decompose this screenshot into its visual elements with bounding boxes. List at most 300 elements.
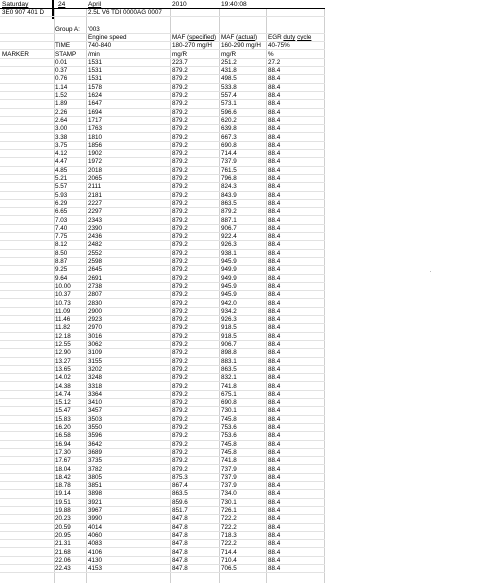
engine-speed-cell[interactable]: 2645 [88, 266, 103, 274]
egr-duty-cell[interactable]: 88.4 [268, 216, 281, 224]
maf-specified-cell[interactable]: 879.2 [172, 141, 188, 149]
engine-speed-cell[interactable]: 4014 [88, 523, 103, 531]
time-stamp-cell[interactable]: 12.90 [55, 349, 71, 357]
time-stamp-cell[interactable]: 4.12 [55, 150, 68, 158]
maf-specified-cell[interactable]: 879.2 [172, 208, 188, 216]
time-stamp-cell[interactable]: 21.31 [55, 540, 71, 548]
engine-speed-cell[interactable]: 2552 [88, 249, 103, 257]
group-label-cell[interactable]: Group A: [55, 25, 80, 33]
maf-actual-cell[interactable]: 949.9 [221, 266, 237, 274]
maf-actual-cell[interactable]: 557.4 [221, 92, 237, 99]
egr-duty-cell[interactable]: 88.4 [268, 324, 281, 332]
maf-specified-cell[interactable]: 879.2 [172, 83, 188, 91]
engine-speed-cell[interactable]: 3109 [88, 349, 103, 357]
engine-speed-cell[interactable]: 1531 [88, 58, 103, 66]
maf-specified-cell[interactable]: 879.2 [172, 382, 188, 390]
maf-specified-cell[interactable]: 879.2 [172, 316, 188, 324]
egr-duty-cell[interactable]: 88.4 [268, 258, 281, 265]
maf-spec-range[interactable]: 180-270 mg/H [172, 42, 212, 50]
egr-duty-cell[interactable]: 88.4 [268, 158, 281, 166]
time-stamp-cell[interactable]: 16.20 [55, 424, 71, 431]
marker-header[interactable]: MARKER [2, 50, 29, 58]
time-stamp-cell[interactable]: 4.85 [55, 166, 68, 174]
egr-duty-cell[interactable]: 88.4 [268, 540, 281, 548]
time-stamp-cell[interactable]: 19.51 [55, 498, 71, 506]
egr-duty-cell[interactable]: 88.4 [268, 349, 281, 357]
maf-actual-cell[interactable]: 824.3 [221, 183, 237, 191]
part-number-cell[interactable]: 3E0 907 401 D [2, 9, 45, 16]
engine-speed-cell[interactable]: 3410 [88, 399, 103, 407]
maf-specified-cell[interactable]: 851.7 [172, 507, 188, 514]
maf-specified-cell[interactable]: 847.8 [172, 540, 188, 548]
maf-actual-cell[interactable]: 730.1 [221, 498, 237, 506]
egr-duty-cell[interactable]: 88.4 [268, 316, 281, 324]
maf-specified-cell[interactable]: 879.2 [172, 92, 188, 99]
egr-duty-cell[interactable]: 27.2 [268, 58, 281, 66]
egr-duty-cell[interactable]: 88.4 [268, 249, 281, 257]
egr-duty-cell[interactable]: 88.4 [268, 75, 281, 83]
engine-speed-title[interactable]: Engine speed [88, 33, 127, 41]
engine-speed-cell[interactable]: 1624 [88, 92, 103, 99]
maf-specified-cell[interactable]: 879.2 [172, 125, 188, 133]
egr-duty-cell[interactable]: 88.4 [268, 307, 281, 315]
maf-specified-cell[interactable]: 879.2 [172, 357, 188, 365]
engine-speed-cell[interactable]: 3921 [88, 498, 103, 506]
maf-specified-cell[interactable]: 879.2 [172, 407, 188, 415]
month-cell[interactable]: April [88, 1, 102, 8]
engine-speed-cell[interactable]: 2482 [88, 241, 103, 249]
engine-speed-cell[interactable]: 1902 [88, 150, 103, 158]
maf-specified-cell[interactable]: 879.2 [172, 175, 188, 182]
egr-duty-cell[interactable]: 88.4 [268, 299, 281, 307]
time-stamp-cell[interactable]: 2.64 [55, 116, 68, 124]
engine-speed-cell[interactable]: 1763 [88, 125, 103, 133]
time-stamp-cell[interactable]: 8.87 [55, 258, 68, 265]
maf-actual-cell[interactable]: 887.1 [221, 216, 237, 224]
maf-actual-cell[interactable]: 734.0 [221, 490, 237, 498]
engine-speed-cell[interactable]: 4083 [88, 540, 103, 548]
maf-actual-cell[interactable]: 942.0 [221, 299, 237, 307]
maf-actual-cell[interactable]: 843.9 [221, 191, 237, 199]
maf-actual-cell[interactable]: 667.3 [221, 133, 237, 141]
time-cell[interactable]: 19:40:08 [221, 1, 247, 8]
egr-unit[interactable]: % [268, 50, 274, 58]
time-stamp-cell[interactable]: 18.04 [55, 465, 71, 473]
maf-specified-cell[interactable]: 879.2 [172, 249, 188, 257]
egr-duty-cell[interactable]: 88.4 [268, 291, 281, 299]
time-stamp-cell[interactable]: 0.01 [55, 58, 68, 66]
maf-actual-cell[interactable]: 745.8 [221, 448, 237, 456]
maf-specified-cell[interactable]: 879.2 [172, 266, 188, 274]
engine-speed-cell[interactable]: 2738 [88, 282, 103, 290]
egr-duty-cell[interactable]: 88.4 [268, 357, 281, 365]
maf-actual-cell[interactable]: 675.1 [221, 390, 237, 398]
egr-duty-cell[interactable]: 88.4 [268, 523, 281, 531]
maf-actual-cell[interactable]: 753.6 [221, 424, 237, 431]
time-stamp-cell[interactable]: 9.25 [55, 266, 68, 274]
maf-specified-cell[interactable]: 879.2 [172, 241, 188, 249]
maf-actual-cell[interactable]: 796.8 [221, 175, 237, 182]
time-stamp-cell[interactable]: 17.67 [55, 457, 71, 465]
engine-speed-cell[interactable]: 3805 [88, 473, 103, 481]
engine-speed-cell[interactable]: 1810 [88, 133, 103, 141]
engine-speed-cell[interactable]: 3364 [88, 390, 103, 398]
egr-duty-cell[interactable]: 88.4 [268, 233, 281, 241]
time-stamp-cell[interactable]: 0.76 [55, 75, 68, 83]
engine-speed-cell[interactable]: 1856 [88, 141, 103, 149]
engine-speed-cell[interactable]: 3735 [88, 457, 103, 465]
engine-speed-cell[interactable]: 3689 [88, 448, 103, 456]
egr-duty-cell[interactable]: 88.4 [268, 390, 281, 398]
egr-duty-cell[interactable]: 88.4 [268, 507, 281, 514]
maf-specified-cell[interactable]: 879.2 [172, 75, 188, 83]
day-cell[interactable]: Saturday [2, 1, 29, 8]
maf-specified-cell[interactable]: 879.2 [172, 341, 188, 348]
egr-duty-cell[interactable]: 88.4 [268, 125, 281, 133]
maf-actual-cell[interactable]: 949.9 [221, 274, 237, 282]
maf-specified-cell[interactable]: 879.2 [172, 216, 188, 224]
time-stamp-cell[interactable]: 15.12 [55, 399, 71, 407]
maf-specified-cell[interactable]: 879.2 [172, 291, 188, 299]
engine-desc-cell[interactable]: 2.5L V6 TDI 0000AG 0007 [88, 9, 162, 16]
engine-speed-cell[interactable]: 4153 [88, 565, 103, 573]
engine-speed-cell[interactable]: 4106 [88, 548, 103, 556]
engine-speed-cell[interactable]: 3550 [88, 424, 103, 431]
egr-duty-cell[interactable]: 88.4 [268, 183, 281, 191]
maf-actual-cell[interactable]: 722.2 [221, 523, 237, 531]
maf-specified-cell[interactable]: 867.4 [172, 482, 188, 490]
maf-specified-cell[interactable]: 879.2 [172, 349, 188, 357]
maf-actual-cell[interactable]: 863.5 [221, 199, 237, 207]
engine-speed-cell[interactable]: 1647 [88, 100, 103, 108]
engine-speed-cell[interactable]: 2923 [88, 316, 103, 324]
engine-speed-cell[interactable]: 1531 [88, 67, 103, 75]
time-stamp-cell[interactable]: 1.52 [55, 92, 68, 99]
egr-duty-cell[interactable]: 88.4 [268, 150, 281, 158]
maf-actual-cell[interactable]: 938.1 [221, 249, 237, 257]
egr-duty-cell[interactable]: 88.4 [268, 465, 281, 473]
time-stamp-cell[interactable]: 10.73 [55, 299, 71, 307]
maf-specified-cell[interactable]: 879.2 [172, 440, 188, 448]
time-stamp-cell[interactable]: 10.00 [55, 282, 71, 290]
engine-speed-cell[interactable]: 2830 [88, 299, 103, 307]
time-stamp-cell[interactable]: 1.89 [55, 100, 68, 108]
time-stamp-cell[interactable]: 11.09 [55, 307, 71, 315]
egr-duty-cell[interactable]: 88.4 [268, 208, 281, 216]
engine-speed-cell[interactable]: 2181 [88, 191, 103, 199]
maf-actual-cell[interactable]: 741.8 [221, 457, 237, 465]
maf-actual-cell[interactable]: 714.4 [221, 150, 237, 158]
maf-specified-cell[interactable]: 879.2 [172, 324, 188, 332]
maf-actual-cell[interactable]: 251.2 [221, 58, 237, 66]
engine-speed-cell[interactable]: 2111 [88, 183, 102, 191]
egr-duty-cell[interactable]: 88.4 [268, 440, 281, 448]
maf-actual-cell[interactable]: 639.8 [221, 125, 237, 133]
maf-actual-cell[interactable]: 883.1 [221, 357, 237, 365]
maf-specified-cell[interactable]: 859.6 [172, 498, 188, 506]
maf-actual-cell[interactable]: 926.3 [221, 316, 237, 324]
engine-speed-cell[interactable]: 2691 [88, 274, 103, 282]
engine-speed-cell[interactable]: 3898 [88, 490, 103, 498]
maf-specified-cell[interactable]: 879.2 [172, 448, 188, 456]
maf-actual-cell[interactable]: 620.2 [221, 116, 237, 124]
stamp-header[interactable]: STAMP [55, 50, 77, 58]
maf-actual-cell[interactable]: 533.8 [221, 83, 237, 91]
engine-speed-cell[interactable]: 3457 [88, 407, 103, 415]
maf-specified-cell[interactable]: 879.2 [172, 67, 188, 75]
maf-actual-cell[interactable]: 690.8 [221, 141, 237, 149]
engine-speed-cell[interactable]: 3016 [88, 332, 103, 340]
maf-specified-cell[interactable]: 879.2 [172, 465, 188, 473]
maf-specified-cell[interactable]: 879.2 [172, 158, 188, 166]
egr-duty-cell[interactable]: 88.4 [268, 432, 281, 440]
maf-spec-title[interactable] [172, 34, 216, 42]
maf-actual-cell[interactable]: 879.2 [221, 208, 237, 216]
maf-actual-cell[interactable]: 737.9 [221, 465, 237, 473]
maf-specified-cell[interactable]: 879.2 [172, 108, 188, 116]
engine-speed-cell[interactable]: 3596 [88, 432, 103, 440]
egr-duty-cell[interactable]: 88.4 [268, 199, 281, 207]
group-value-cell[interactable]: '003 [88, 25, 100, 33]
rpm-range[interactable]: 740-840 [88, 42, 112, 50]
year-cell[interactable]: 2010 [172, 1, 187, 8]
time-stamp-cell[interactable]: 5.93 [55, 191, 68, 199]
engine-speed-cell[interactable]: 2018 [88, 166, 103, 174]
time-header[interactable]: TIME [55, 42, 71, 50]
maf-specified-cell[interactable]: 847.8 [172, 531, 188, 539]
time-stamp-cell[interactable]: 12.55 [55, 341, 71, 348]
egr-duty-cell[interactable]: 88.4 [268, 100, 281, 108]
engine-speed-cell[interactable]: 3967 [88, 507, 103, 514]
egr-duty-cell[interactable]: 88.4 [268, 490, 281, 498]
engine-speed-cell[interactable]: 2297 [88, 208, 103, 216]
engine-speed-cell[interactable]: 2970 [88, 324, 103, 332]
egr-duty-cell[interactable]: 88.4 [268, 374, 281, 382]
egr-duty-cell[interactable]: 88.4 [268, 457, 281, 465]
rpm-unit[interactable]: /min [88, 50, 100, 58]
time-stamp-cell[interactable]: 0.37 [55, 67, 68, 75]
egr-duty-cell[interactable]: 88.4 [268, 556, 281, 564]
engine-speed-cell[interactable]: 2598 [88, 258, 103, 265]
egr-duty-cell[interactable]: 88.4 [268, 482, 281, 490]
maf-actual-cell[interactable]: 918.5 [221, 324, 237, 332]
egr-duty-cell[interactable]: 88.4 [268, 341, 281, 348]
maf-actual-range[interactable]: 160-290 mg/H [221, 42, 261, 50]
time-stamp-cell[interactable]: 21.68 [55, 548, 71, 556]
maf-specified-cell[interactable]: 879.2 [172, 191, 188, 199]
time-stamp-cell[interactable]: 4.47 [55, 158, 68, 166]
maf-specified-cell[interactable]: 879.2 [172, 150, 188, 158]
time-stamp-cell[interactable]: 3.38 [55, 133, 68, 141]
egr-duty-cell[interactable]: 88.4 [268, 282, 281, 290]
time-stamp-cell[interactable]: 5.21 [55, 175, 68, 182]
time-stamp-cell[interactable]: 14.02 [55, 374, 71, 382]
egr-duty-cell[interactable]: 88.4 [268, 108, 281, 116]
time-stamp-cell[interactable]: 20.23 [55, 515, 71, 523]
time-stamp-cell[interactable]: 9.64 [55, 274, 68, 282]
maf-actual-cell[interactable]: 737.9 [221, 473, 237, 481]
engine-speed-cell[interactable]: 3503 [88, 415, 103, 423]
maf-actual-cell[interactable]: 730.1 [221, 407, 237, 415]
maf-specified-cell[interactable]: 879.2 [172, 233, 188, 241]
maf-specified-cell[interactable]: 879.2 [172, 183, 188, 191]
engine-speed-cell[interactable]: 2436 [88, 233, 103, 241]
egr-duty-cell[interactable]: 88.4 [268, 116, 281, 124]
egr-duty-cell[interactable]: 88.4 [268, 332, 281, 340]
engine-speed-cell[interactable]: 2065 [88, 175, 103, 182]
egr-duty-cell[interactable]: 88.4 [268, 266, 281, 274]
maf-specified-cell[interactable]: 879.2 [172, 365, 188, 373]
egr-duty-cell[interactable]: 88.4 [268, 224, 281, 232]
egr-duty-cell[interactable]: 88.4 [268, 274, 281, 282]
time-stamp-cell[interactable]: 8.50 [55, 249, 68, 257]
time-stamp-cell[interactable]: 22.43 [55, 565, 71, 573]
egr-duty-cell[interactable]: 88.4 [268, 92, 281, 99]
maf-actual-cell[interactable]: 918.5 [221, 332, 237, 340]
maf-actual-cell[interactable]: 737.9 [221, 158, 237, 166]
maf-actual-cell[interactable]: 945.9 [221, 258, 237, 265]
maf-specified-cell[interactable]: 847.8 [172, 556, 188, 564]
egr-duty-cell[interactable]: 88.4 [268, 399, 281, 407]
time-stamp-cell[interactable]: 14.38 [55, 382, 71, 390]
maf-actual-cell[interactable]: 945.9 [221, 282, 237, 290]
maf-actual-cell[interactable]: 863.5 [221, 365, 237, 373]
engine-speed-cell[interactable]: 3318 [88, 382, 103, 390]
time-stamp-cell[interactable]: 16.94 [55, 440, 71, 448]
maf-actual-cell[interactable]: 745.8 [221, 415, 237, 423]
time-stamp-cell[interactable]: 15.47 [55, 407, 71, 415]
maf-actual-cell[interactable]: 573.1 [221, 100, 237, 108]
egr-duty-cell[interactable]: 88.4 [268, 415, 281, 423]
egr-duty-cell[interactable]: 88.4 [268, 166, 281, 174]
maf-actual-cell[interactable]: 741.8 [221, 382, 237, 390]
engine-speed-cell[interactable]: 3248 [88, 374, 103, 382]
engine-speed-cell[interactable]: 1578 [88, 83, 103, 91]
time-stamp-cell[interactable]: 20.59 [55, 523, 71, 531]
engine-speed-cell[interactable]: 4130 [88, 556, 103, 564]
maf-specified-cell[interactable]: 879.2 [172, 224, 188, 232]
engine-speed-cell[interactable]: 3851 [88, 482, 103, 490]
egr-duty-cell[interactable]: 88.4 [268, 175, 281, 182]
time-stamp-cell[interactable]: 18.42 [55, 473, 71, 481]
engine-speed-cell[interactable]: 3062 [88, 341, 103, 348]
time-stamp-cell[interactable]: 11.82 [55, 324, 71, 332]
time-stamp-cell[interactable]: 16.58 [55, 432, 71, 440]
maf-specified-cell[interactable]: 879.2 [172, 374, 188, 382]
maf-specified-cell[interactable]: 223.7 [172, 58, 188, 66]
maf-actual-cell[interactable]: 714.4 [221, 548, 237, 556]
maf-actual-cell[interactable]: 726.1 [221, 507, 237, 514]
maf-specified-cell[interactable]: 879.2 [172, 299, 188, 307]
engine-speed-cell[interactable]: 3990 [88, 515, 103, 523]
maf-actual-cell[interactable]: 718.3 [221, 531, 237, 539]
egr-duty-cell[interactable]: 88.4 [268, 382, 281, 390]
maf-specified-cell[interactable]: 879.2 [172, 133, 188, 141]
egr-duty-cell[interactable]: 88.4 [268, 407, 281, 415]
egr-range[interactable]: 40-75% [268, 42, 290, 50]
maf-actual-cell[interactable]: 898.8 [221, 349, 237, 357]
maf-specified-cell[interactable]: 847.8 [172, 565, 188, 573]
maf-specified-cell[interactable]: 879.2 [172, 282, 188, 290]
maf-specified-cell[interactable]: 879.2 [172, 457, 188, 465]
maf-actual-cell[interactable]: 710.4 [221, 556, 237, 564]
time-stamp-cell[interactable]: 7.40 [55, 224, 68, 232]
engine-speed-cell[interactable]: 2227 [88, 199, 103, 207]
engine-speed-cell[interactable]: 1531 [88, 75, 103, 83]
maf-actual-cell[interactable]: 832.1 [221, 374, 237, 382]
maf-actual-cell[interactable]: 906.7 [221, 224, 237, 232]
maf-specified-cell[interactable]: 879.2 [172, 100, 188, 108]
time-stamp-cell[interactable]: 3.00 [55, 125, 68, 133]
egr-duty-cell[interactable]: 88.4 [268, 191, 281, 199]
time-stamp-cell[interactable]: 1.14 [55, 83, 68, 91]
time-stamp-cell[interactable]: 11.46 [55, 316, 71, 324]
engine-speed-cell[interactable]: 2390 [88, 224, 103, 232]
egr-duty-cell[interactable]: 88.4 [268, 515, 281, 523]
time-stamp-cell[interactable]: 17.30 [55, 448, 71, 456]
time-stamp-cell[interactable]: 3.75 [55, 141, 68, 149]
egr-title[interactable] [268, 34, 311, 42]
egr-duty-cell[interactable]: 88.4 [268, 448, 281, 456]
maf-specified-cell[interactable]: 879.2 [172, 116, 188, 124]
maf-actual-cell[interactable]: 753.6 [221, 432, 237, 440]
egr-duty-cell[interactable]: 88.4 [268, 83, 281, 91]
maf-actual-cell[interactable]: 745.8 [221, 440, 237, 448]
maf-specified-cell[interactable]: 879.2 [172, 332, 188, 340]
time-stamp-cell[interactable]: 8.12 [55, 241, 68, 249]
time-stamp-cell[interactable]: 10.37 [55, 291, 71, 299]
maf-specified-cell[interactable]: 875.3 [172, 473, 188, 481]
maf-specified-cell[interactable]: 847.8 [172, 515, 188, 523]
maf-specified-cell[interactable]: 879.2 [172, 274, 188, 282]
maf-spec-unit[interactable]: mg/R [172, 50, 188, 58]
maf-actual-cell[interactable]: 922.4 [221, 233, 237, 241]
maf-actual-unit[interactable]: mg/R [221, 50, 237, 58]
maf-actual-title[interactable] [221, 34, 257, 42]
maf-specified-cell[interactable]: 879.2 [172, 307, 188, 315]
egr-duty-cell[interactable]: 88.4 [268, 141, 281, 149]
engine-speed-cell[interactable]: 1972 [88, 158, 103, 166]
egr-duty-cell[interactable]: 88.4 [268, 498, 281, 506]
maf-actual-cell[interactable]: 706.5 [221, 565, 237, 573]
engine-speed-cell[interactable]: 2900 [88, 307, 103, 315]
egr-duty-cell[interactable]: 88.4 [268, 473, 281, 481]
time-stamp-cell[interactable]: 12.18 [55, 332, 71, 340]
maf-specified-cell[interactable]: 879.2 [172, 424, 188, 431]
maf-specified-cell[interactable]: 879.2 [172, 166, 188, 174]
engine-speed-cell[interactable]: 1717 [88, 116, 103, 124]
engine-speed-cell[interactable]: 3202 [88, 365, 103, 373]
time-stamp-cell[interactable]: 19.88 [55, 507, 71, 514]
engine-speed-cell[interactable]: 1694 [88, 108, 103, 116]
engine-speed-cell[interactable]: 2343 [88, 216, 103, 224]
engine-speed-cell[interactable]: 2807 [88, 291, 103, 299]
maf-actual-cell[interactable]: 722.2 [221, 540, 237, 548]
egr-duty-cell[interactable]: 88.4 [268, 424, 281, 431]
maf-actual-cell[interactable]: 934.2 [221, 307, 237, 315]
engine-speed-cell[interactable]: 3642 [88, 440, 103, 448]
maf-actual-cell[interactable]: 690.8 [221, 399, 237, 407]
engine-speed-cell[interactable]: 3782 [88, 465, 103, 473]
egr-duty-cell[interactable]: 88.4 [268, 365, 281, 373]
maf-specified-cell[interactable]: 879.2 [172, 390, 188, 398]
time-stamp-cell[interactable]: 7.75 [55, 233, 68, 241]
maf-actual-cell[interactable]: 722.2 [221, 515, 237, 523]
maf-specified-cell[interactable]: 847.8 [172, 523, 188, 531]
time-stamp-cell[interactable]: 22.06 [55, 556, 71, 564]
engine-speed-cell[interactable]: 3155 [88, 357, 103, 365]
time-stamp-cell[interactable]: 19.14 [55, 490, 71, 498]
